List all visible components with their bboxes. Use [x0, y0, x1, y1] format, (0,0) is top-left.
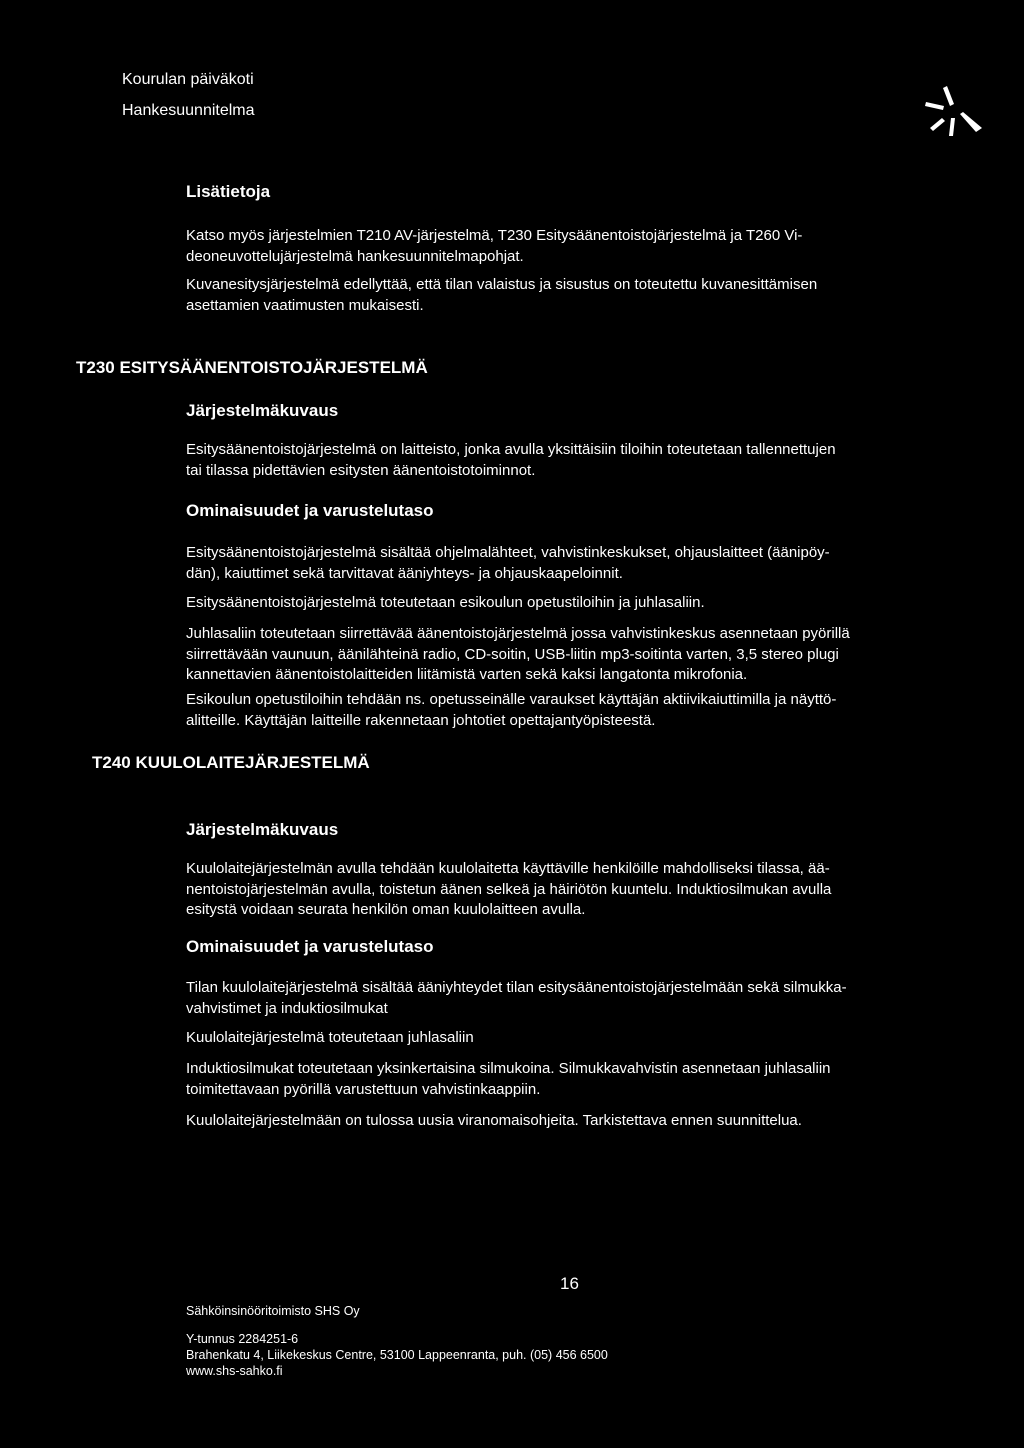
header-document-type: Hankesuunnitelma: [122, 102, 255, 119]
footer-company: Sähköinsinööritoimisto SHS Oy: [186, 1304, 360, 1318]
section-title-t230: T230 ESITYSÄÄNENTOISTOJÄRJESTELMÄ: [76, 358, 428, 377]
paragraph-t240-scope: Kuulolaitejärjestelmä toteutetaan juhlasaliin: [186, 1029, 474, 1046]
footer-business-id: Y-tunnus 2284251-6: [186, 1332, 299, 1346]
footer-website: www.shs-sahko.fi: [186, 1364, 283, 1378]
subheading-t240-description: Järjestelmäkuvaus: [186, 820, 339, 839]
section-heading-lisatietoja: Lisätietoja: [186, 182, 271, 201]
paragraph-t230-description: Esitysäänentoistojärjestelmä on laitteisto, jonka avulla yksittäisiin tiloihin toteutetaan tallennettujen tai tilassa pidettävien esitysten äänentoistotoiminnot.: [186, 441, 836, 479]
paragraph-t230-contents: Esitysäänentoistojärjestelmä sisältää ohjelmalähteet, vahvistinkeskukset, ohjauslaitteet (äänipöy- dän), kaiuttimet sekä tarvittavat ääniyhteys- ja ohjauskaapeloinnit.: [186, 544, 830, 582]
burst-logo-icon: [920, 80, 990, 140]
paragraph-t240-regulations: Kuulolaitejärjestelmään on tulossa uusia viranomaisohjeita. Tarkistettava ennen suunnittelua.: [186, 1112, 802, 1129]
header-organization: Kourulan päiväkoti: [122, 71, 254, 88]
paragraph-t240-description: Kuulolaitejärjestelmän avulla tehdään kuulolaitetta käyttäville henkilöille mahdolliseksi tilassa, ää- nentoistojärjestelmän avulla, toistetun äänen selkeä ja häiriötön kuuntelu. Induktiosilmukan avulla esitystä voidaan seurata henkilön oman kuulolaitteen avulla.: [186, 860, 832, 918]
section-title-t240: T240 KUULOLAITEJÄRJESTELMÄ: [92, 753, 370, 772]
paragraph-t230-scope: Esitysäänentoistojärjestelmä toteutetaan esikoulun opetustiloihin ja juhlasaliin.: [186, 594, 705, 611]
paragraph-t240-contents: Tilan kuulolaitejärjestelmä sisältää ääniyhteydet tilan esitysäänentoistojärjestelmään sekä silmukka- vahvistimet ja induktiosilmukat: [186, 979, 847, 1017]
subheading-t230-description: Järjestelmäkuvaus: [186, 401, 339, 420]
paragraph-t230-classrooms: Esikoulun opetustiloihin tehdään ns. opetusseinälle varaukset käyttäjän aktiivikaiuttimilla ja näyttö- alitteille. Käyttäjän laitteille rakennetaan johtotiet opettajantyöpisteestä.: [186, 691, 837, 729]
subheading-t230-features: Ominaisuudet ja varustelutaso: [186, 501, 434, 520]
page-number: 16: [560, 1274, 579, 1293]
paragraph-t240-loops: Induktiosilmukat toteutetaan yksinkertaisina silmukoina. Silmukkavahvistin asennetaan juhlasaliin toimitettavaan pyörillä varustettuun vahvistinkaappiin.: [186, 1060, 831, 1098]
footer-address: Brahenkatu 4, Liikekeskus Centre, 53100 Lappeenranta, puh. (05) 456 6500: [186, 1348, 608, 1362]
paragraph-see-also: Katso myös järjestelmien T210 AV-järjestelmä, T230 Esitysäänentoistojärjestelmä ja T260 Vi- deoneuvottelujärjestelmä hankesuunnitelmapohjat.: [186, 227, 803, 265]
paragraph-t230-hall: Juhlasaliin toteutetaan siirrettävää äänentoistojärjestelmä jossa vahvistinkeskus asennetaan pyörillä siirrettävään vaunuun, äänilähteinä radio, CD-soitin, USB-liitin mp3-soitinta varten, 3,5 stereo plugi kannettavien äänentoistolaitteiden liitämistä varten sekä kaksi langatonta mikrofonia.: [186, 625, 850, 683]
paragraph-lighting-requirements: Kuvanesitysjärjestelmä edellyttää, että tilan valaistus ja sisustus on toteutettu kuvanesittämisen asettamien vaatimusten mukaisesti.: [186, 276, 818, 314]
subheading-t240-features: Ominaisuudet ja varustelutaso: [186, 937, 434, 956]
